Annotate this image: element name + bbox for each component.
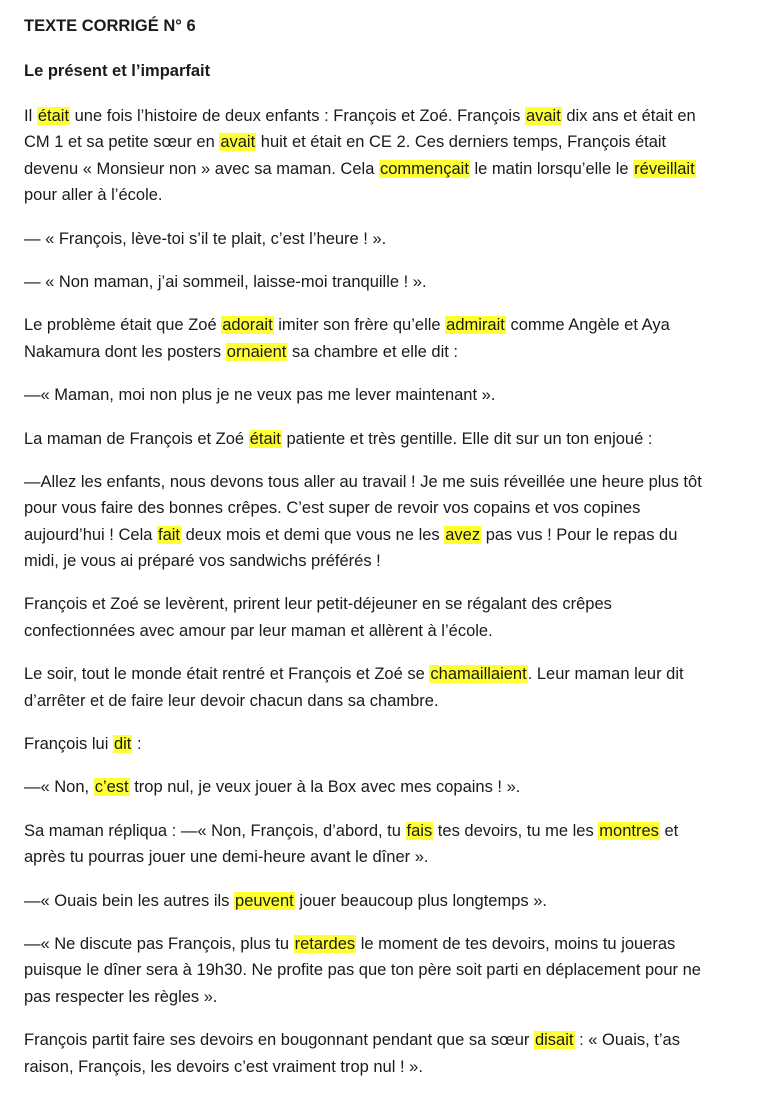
text-line <box>24 312 754 338</box>
text-line <box>24 495 754 521</box>
text-run: CM 1 et sa petite sœur en <box>24 133 220 152</box>
text-run: Il <box>24 107 37 125</box>
text-run: . Leur maman leur dit <box>527 665 684 684</box>
text-line <box>24 182 754 208</box>
paragraph <box>24 382 754 408</box>
document-title: TEXTE CORRIGÉ N° 6 <box>24 17 196 35</box>
paragraph <box>24 1027 754 1080</box>
text-line <box>24 888 754 914</box>
text-line <box>24 661 754 687</box>
text-run: : <box>132 735 142 754</box>
text-line <box>24 1054 754 1080</box>
text-run: François et Zoé se levèrent, prirent leur petit-déjeuner en se régalant des crêpes <box>24 595 612 614</box>
text-line <box>24 469 754 495</box>
highlighted-verb: admirait <box>446 316 505 335</box>
text-run: aujourd’hui ! Cela <box>24 525 157 544</box>
text-line <box>24 226 754 252</box>
highlighted-verb: fais <box>406 821 433 840</box>
text-run: —Allez les enfants, nous devons tous aller au travail ! Je me suis réveillée une heure plus tôt <box>24 472 702 491</box>
text-run: Le soir, tout le monde était rentré et François et Zoé se <box>24 665 430 684</box>
paragraph <box>24 469 754 575</box>
text-run: le moment de tes devoirs, moins tu joueras <box>356 934 676 953</box>
paragraph <box>24 818 754 871</box>
text-run: —« Ouais bein les autres ils <box>24 891 235 910</box>
text-run: jouer beaucoup plus longtemps ». <box>294 891 547 910</box>
text-run: d’arrêter et de faire leur devoir chacun dans sa chambre. <box>24 691 439 710</box>
paragraph <box>24 731 754 757</box>
text-line <box>24 591 754 617</box>
text-run: Le problème était que Zoé <box>24 316 222 335</box>
text-line <box>24 844 754 870</box>
text-run: La maman de François et Zoé <box>24 429 249 448</box>
text-line <box>24 1027 754 1053</box>
text-run: raison, François, les devoirs c’est vraiment trop nul ! ». <box>24 1057 423 1076</box>
text-run: —« Ne discute pas François, plus tu <box>24 934 294 953</box>
text-run: et <box>659 821 679 840</box>
highlighted-verb: disait <box>534 1031 574 1050</box>
paragraph <box>24 591 754 644</box>
highlighted-verb: commençait <box>379 159 469 178</box>
text-run: huit et était en CE 2. Ces derniers temps, François était <box>256 133 667 152</box>
highlighted-verb: chamaillaient <box>430 665 527 684</box>
text-line <box>24 548 754 574</box>
highlighted-verb: réveillait <box>634 159 695 178</box>
highlighted-verb: peuvent <box>235 891 294 910</box>
text-run: devenu « Monsieur non » avec sa maman. Cela <box>24 159 379 178</box>
text-line <box>24 339 754 365</box>
text-line <box>24 103 754 129</box>
highlighted-verb: fait <box>158 525 181 544</box>
highlighted-verb: dit <box>113 735 132 754</box>
paragraph <box>24 426 754 452</box>
text-run: confectionnées avec amour par leur maman et allèrent à l’école. <box>24 621 493 640</box>
paragraph <box>24 661 754 714</box>
text-run: pas respecter les règles ». <box>24 987 218 1006</box>
highlighted-verb: adorait <box>222 316 273 335</box>
text-run: sa chambre et elle dit : <box>287 342 458 361</box>
text-line <box>24 731 754 757</box>
text-run: comme Angèle et Aya <box>505 316 670 335</box>
text-line <box>24 818 754 844</box>
highlighted-verb: c’est <box>94 778 129 797</box>
text-run: trop nul, je veux jouer à la Box avec mes copains ! ». <box>129 778 521 797</box>
text-line <box>24 774 754 800</box>
highlighted-verb: avez <box>445 525 481 544</box>
text-run: patiente et très gentille. Elle dit sur un ton enjoué : <box>281 429 653 448</box>
text-line <box>24 957 754 983</box>
text-run: François partit faire ses devoirs en bougonnant pendant que sa sœur <box>24 1031 534 1050</box>
section-subtitle: Le présent et l’imparfait <box>24 62 211 80</box>
text-run: —« Maman, moi non plus je ne veux pas me lever maintenant ». <box>24 386 496 405</box>
text-run: pour aller à l’école. <box>24 186 163 205</box>
text-line <box>24 522 754 548</box>
highlighted-verb: retardes <box>294 934 356 953</box>
highlighted-verb: était <box>37 107 70 125</box>
text-run: pas vus ! Pour le repas du <box>481 525 678 544</box>
highlighted-verb: avait <box>220 133 256 152</box>
text-run: deux mois et demi que vous ne les <box>181 525 445 544</box>
document <box>24 13 754 1080</box>
text-run: pour vous faire des bonnes crêpes. C’est super de revoir vos copains et vos copines <box>24 499 641 518</box>
text-line <box>24 129 754 155</box>
text-run: Sa maman répliqua : —« Non, François, d’abord, tu <box>24 821 406 840</box>
text-run: une fois l’histoire de deux enfants : François et Zoé. François <box>70 107 525 125</box>
text-line <box>24 688 754 714</box>
text-run: puisque le dîner sera à 19h30. Ne profite pas que ton père soit parti en déplacement pour ne <box>24 961 701 980</box>
paragraph <box>24 269 754 295</box>
paragraph <box>24 931 754 1010</box>
text-run: tes devoirs, tu me les <box>433 821 599 840</box>
highlighted-verb: montres <box>599 821 659 840</box>
text-run: midi, je vous ai préparé vos sandwichs préférés ! <box>24 552 381 571</box>
text-run: le matin lorsqu’elle le <box>469 159 634 178</box>
paragraph <box>24 312 754 365</box>
text-line <box>24 931 754 957</box>
text-line <box>24 269 754 295</box>
paragraph <box>24 888 754 914</box>
text-run: François lui <box>24 735 113 754</box>
text-line <box>24 618 754 644</box>
document-body <box>24 103 754 1080</box>
text-run: : « Ouais, t’as <box>574 1031 680 1050</box>
paragraph <box>24 103 754 209</box>
highlighted-verb: avait <box>525 107 561 125</box>
text-run: imiter son frère qu’elle <box>273 316 446 335</box>
text-line <box>24 426 754 452</box>
text-run: Nakamura dont les posters <box>24 342 226 361</box>
highlighted-verb: ornaient <box>226 342 287 361</box>
paragraph <box>24 774 754 800</box>
paragraph <box>24 226 754 252</box>
text-run: dix ans et était en <box>561 107 696 125</box>
text-line <box>24 984 754 1010</box>
text-line <box>24 156 754 182</box>
text-run: après tu pourras jouer une demi-heure avant le dîner ». <box>24 848 429 867</box>
text-run: — « Non maman, j’ai sommeil, laisse-moi tranquille ! ». <box>24 272 427 291</box>
text-line <box>24 382 754 408</box>
text-run: — « François, lève-toi s’il te plait, c’est l’heure ! ». <box>24 229 387 248</box>
text-run: —« Non, <box>24 778 94 797</box>
highlighted-verb: était <box>249 429 281 448</box>
